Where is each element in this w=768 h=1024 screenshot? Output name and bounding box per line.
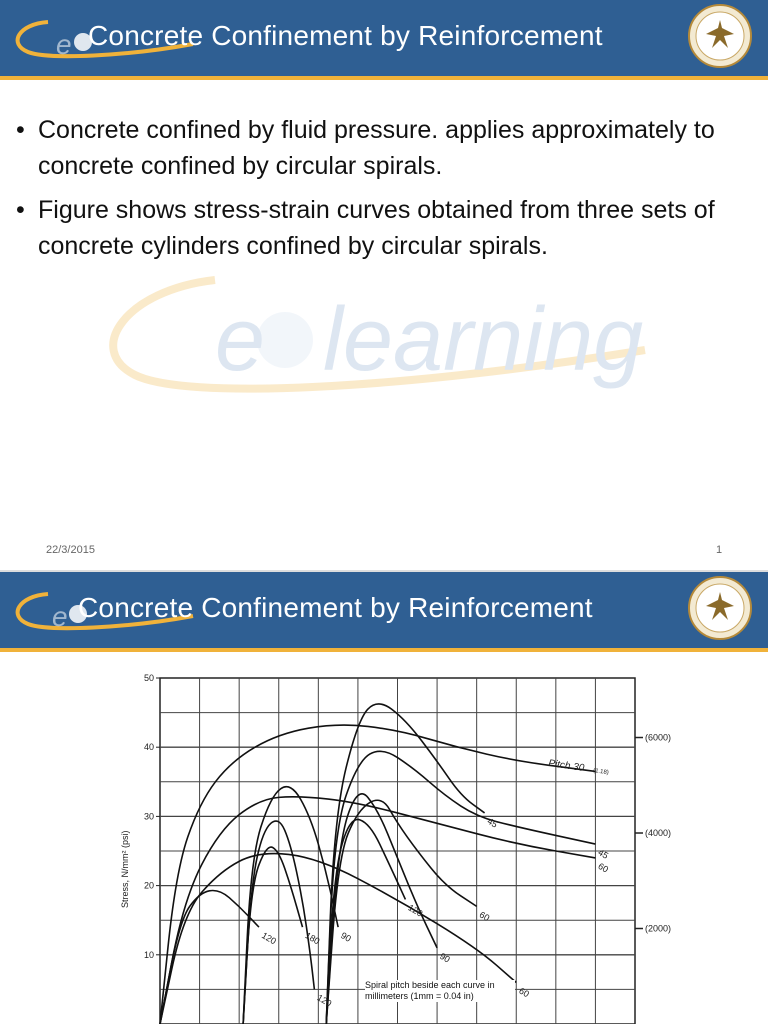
curve-label-45: 45 — [596, 847, 611, 861]
right-tick-label: (4000) — [645, 828, 672, 839]
bullet-item — [16, 192, 756, 264]
svg-text:learning: learning — [323, 290, 644, 390]
bullet-item — [16, 112, 756, 184]
curve-label-60: 60 — [596, 860, 611, 875]
university-emblem-icon — [688, 576, 752, 640]
title-banner — [0, 572, 768, 652]
slide-2 — [0, 572, 768, 1024]
svg-text:e: e — [215, 290, 266, 390]
pitch-unit-label: (1.18) — [592, 768, 610, 777]
curve-label-60: 60 — [477, 909, 492, 924]
bullet-list — [16, 112, 756, 272]
curve-label-90: 90 — [438, 950, 452, 965]
slide-title: Concrete Confinement by Reinforcement — [88, 20, 603, 51]
stress-strain-chart — [110, 668, 710, 1024]
curve-label-120: 120 — [406, 902, 425, 919]
svg-text:e: e — [52, 601, 68, 632]
pitch-label: Pitch 30 — [547, 758, 585, 775]
university-emblem-icon — [688, 4, 752, 68]
elearning-watermark — [95, 260, 655, 410]
curve-label-45: 45 — [485, 816, 500, 830]
chart-grid — [156, 678, 643, 1024]
curve-label-120: 120 — [315, 992, 334, 1009]
y-tick-label: 50 — [143, 673, 154, 683]
curve-label-180: 180 — [303, 930, 322, 947]
curve-label-120: 120 — [259, 930, 278, 947]
curve-pitch-45 — [326, 704, 484, 1024]
chart-note: Spiral pitch beside each curve in millimeters (1mm = 0.04 in) — [365, 980, 515, 1002]
bullet-text: Figure shows stress-strain curves obtained from three sets of concrete cylinders confined by circular spirals. — [38, 196, 715, 260]
y-tick-label: 30 — [143, 811, 154, 822]
curve-label-60: 60 — [517, 985, 531, 1000]
footer-date: 22/3/2015 — [46, 544, 95, 556]
chart-note-box — [365, 980, 515, 1024]
slide-title: Concrete Confinement by Reinforcement — [78, 592, 593, 623]
curve-pitch-90 — [243, 787, 338, 1024]
y-tick-label: 20 — [143, 880, 154, 891]
chart-curves — [160, 704, 595, 1024]
y-axis-title: Stress, N/mm² (psi) — [120, 830, 130, 908]
bullet-text: Concrete confined by fluid pressure. applies approximately to concrete confined by circular spirals. — [38, 116, 715, 180]
bullet-dot-icon: • — [16, 116, 25, 144]
y-tick-label: 10 — [143, 949, 154, 960]
chart-svg — [110, 668, 710, 1024]
title-banner — [0, 0, 768, 80]
svg-text:e: e — [56, 29, 72, 60]
page-number: 1 — [716, 544, 723, 556]
curve-label-90: 90 — [339, 930, 353, 944]
right-tick-label: (6000) — [645, 732, 672, 743]
right-tick-label: (2000) — [645, 923, 672, 934]
y-tick-label: 40 — [143, 742, 154, 753]
bullet-dot-icon: • — [16, 196, 25, 224]
